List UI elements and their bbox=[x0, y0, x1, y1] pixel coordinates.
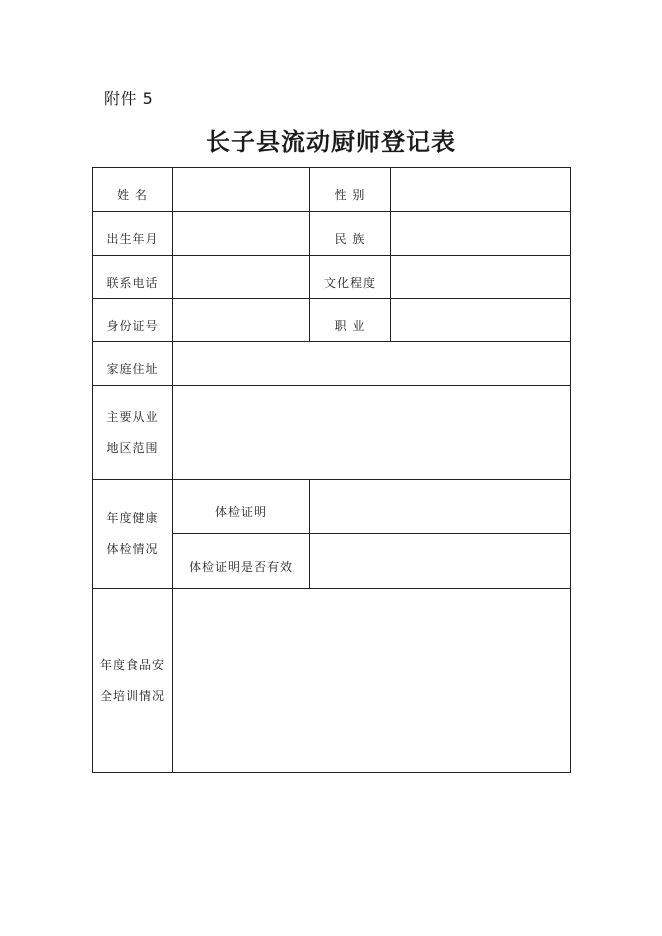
gender-label: 性 别 bbox=[310, 168, 391, 212]
education-label: 文化程度 bbox=[310, 256, 391, 299]
health-cert-label: 体检证明 bbox=[173, 480, 310, 534]
education-field[interactable] bbox=[391, 256, 571, 299]
health-valid-field[interactable] bbox=[310, 534, 571, 589]
health-label bbox=[93, 480, 173, 589]
address-field[interactable] bbox=[173, 342, 571, 386]
form-title: 长子县流动厨师登记表 bbox=[206, 127, 456, 156]
health-label-line2: 体检情况 bbox=[106, 542, 159, 556]
training-label-line2: 全培训情况 bbox=[99, 688, 165, 703]
region-label bbox=[93, 386, 173, 480]
birth-label: 出生年月 bbox=[93, 212, 173, 256]
address-label: 家庭住址 bbox=[93, 342, 173, 386]
ethnicity-label: 民 族 bbox=[310, 212, 391, 256]
training-label-line1: 年度食品安 bbox=[99, 657, 165, 672]
health-label-line1: 年度健康 bbox=[106, 511, 159, 525]
registration-form-table bbox=[92, 167, 571, 773]
attachment-label: 附件 5 bbox=[104, 89, 154, 108]
name-field[interactable] bbox=[173, 168, 310, 212]
training-field[interactable] bbox=[173, 589, 571, 773]
occupation-label: 职 业 bbox=[310, 299, 391, 342]
ethnicity-field[interactable] bbox=[391, 212, 571, 256]
health-valid-label: 体检证明是否有效 bbox=[173, 534, 310, 589]
id-label: 身份证号 bbox=[93, 299, 173, 342]
phone-label: 联系电话 bbox=[93, 256, 173, 299]
phone-field[interactable] bbox=[173, 256, 310, 299]
id-field[interactable] bbox=[173, 299, 310, 342]
training-label bbox=[93, 589, 173, 773]
region-field[interactable] bbox=[173, 386, 571, 480]
health-cert-field[interactable] bbox=[310, 480, 571, 534]
region-label-line2: 地区范围 bbox=[106, 440, 159, 455]
birth-field[interactable] bbox=[173, 212, 310, 256]
region-label-line1: 主要从业 bbox=[106, 409, 159, 424]
gender-field[interactable] bbox=[391, 168, 571, 212]
occupation-field[interactable] bbox=[391, 299, 571, 342]
name-label: 姓 名 bbox=[93, 168, 173, 212]
